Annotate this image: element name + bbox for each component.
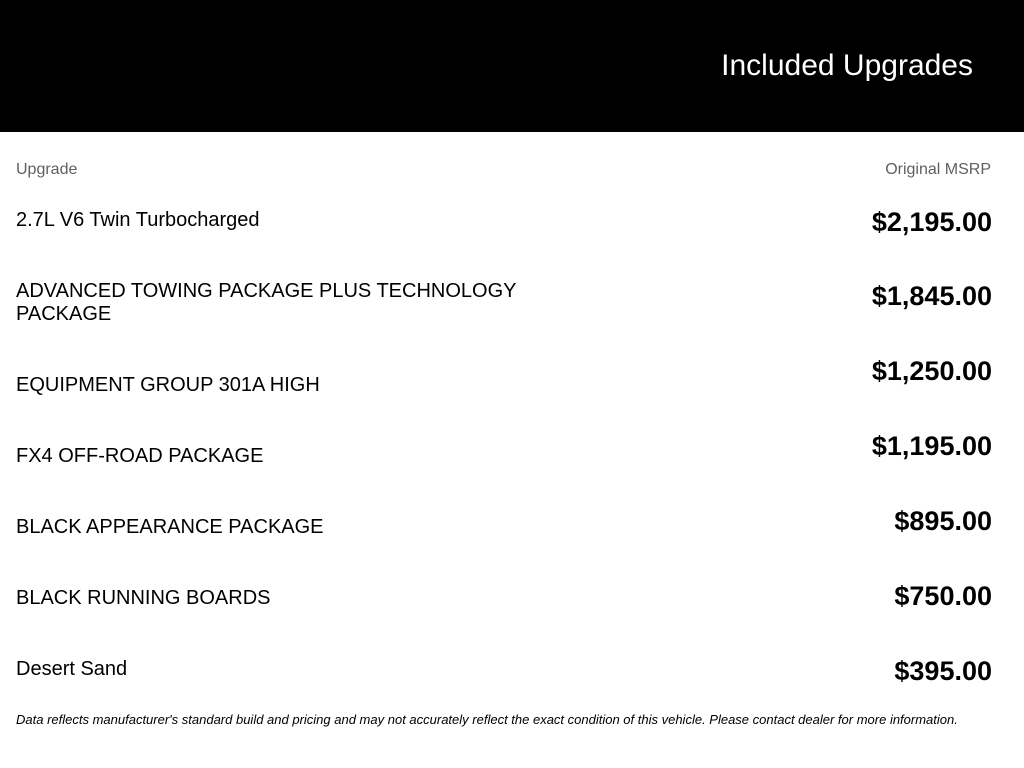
- upgrade-name: 2.7L V6 Twin Turbocharged: [16, 209, 260, 231]
- upgrade-price: $895.00: [894, 506, 992, 536]
- upgrade-name: BLACK RUNNING BOARDS: [16, 587, 271, 609]
- upgrade-price: $2,195.00: [871, 207, 992, 237]
- upgrade-price: $1,845.00: [871, 281, 992, 311]
- upgrade-name: EQUIPMENT GROUP 301A HIGH: [16, 374, 320, 396]
- upgrade-price: $395.00: [894, 656, 992, 686]
- upgrade-price: $1,195.00: [871, 431, 992, 461]
- column-header-msrp: Original MSRP: [885, 161, 991, 178]
- upgrade-price: $750.00: [894, 581, 992, 611]
- upgrade-name: BLACK APPEARANCE PACKAGE: [16, 516, 324, 538]
- upgrade-price: $1,250.00: [871, 356, 992, 386]
- upgrade-name: ADVANCED TOWING PACKAGE PLUS TECHNOLOGY PACKAGE: [16, 280, 517, 325]
- disclaimer-text: Data reflects manufacturer's standard build and pricing and may not accurately reflect the exact condition of this vehicle. Please contact dealer for more information.: [16, 712, 958, 727]
- upgrade-name: FX4 OFF-ROAD PACKAGE: [16, 445, 264, 467]
- column-header-upgrade: Upgrade: [16, 161, 78, 178]
- upgrade-name: Desert Sand: [16, 658, 128, 680]
- page-title: Included Upgrades: [721, 49, 973, 82]
- header-banner: [0, 0, 1024, 132]
